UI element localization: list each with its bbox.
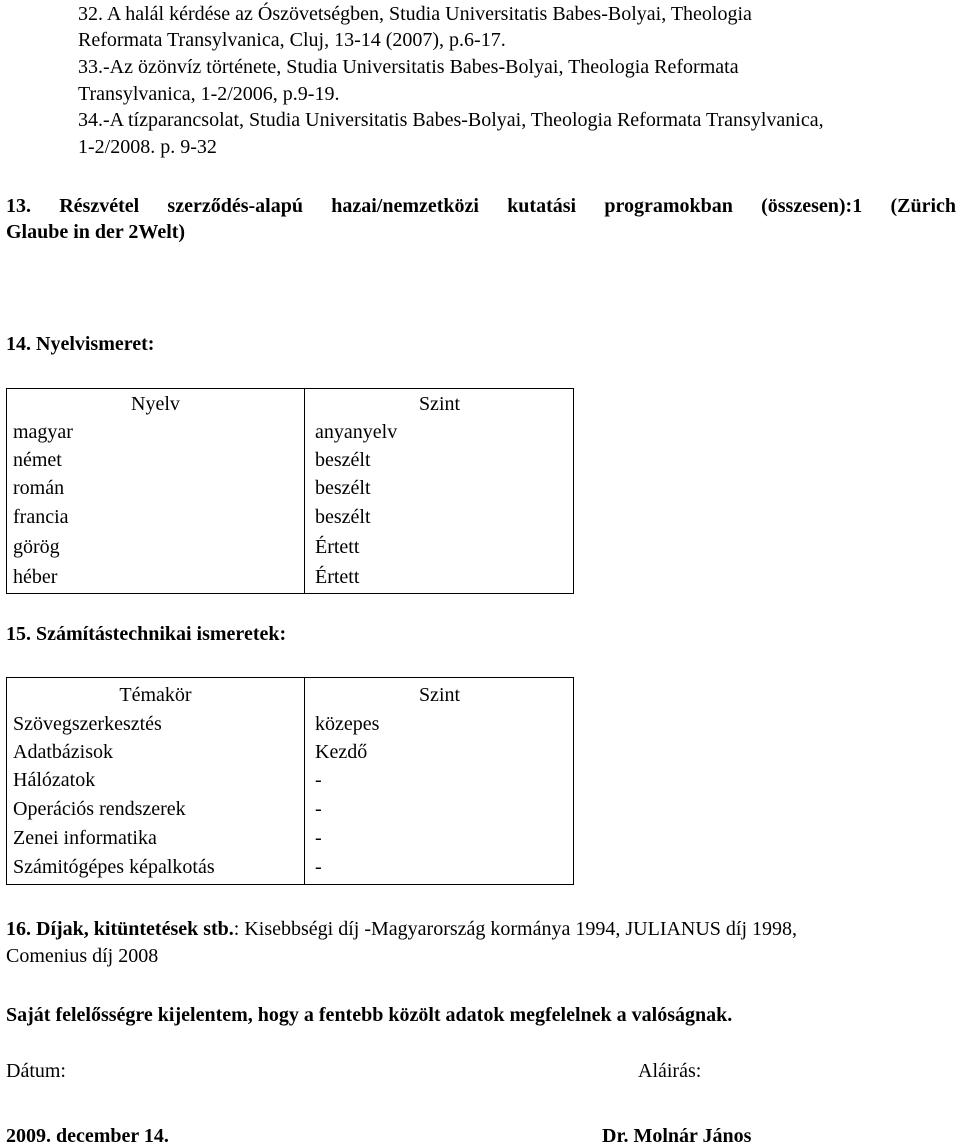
level-cell: - bbox=[315, 798, 322, 820]
language-table bbox=[6, 388, 574, 594]
language-cell: német bbox=[13, 449, 62, 471]
topic-cell: Zenei informatika bbox=[13, 827, 157, 849]
language-cell: román bbox=[13, 477, 65, 499]
level-cell: Kezdő bbox=[315, 741, 368, 763]
topic-cell: Számitógépes képalkotás bbox=[13, 856, 215, 878]
publication-34-line2: 1-2/2008. p. 9-32 bbox=[78, 136, 217, 158]
section-13-line2: Glaube in der 2Welt) bbox=[6, 221, 186, 243]
signature-label: Aláirás: bbox=[638, 1060, 702, 1082]
date-label: Dátum: bbox=[6, 1060, 66, 1082]
level-column-header: Szint bbox=[418, 393, 461, 415]
section-14-heading: 14. Nyelvismeret: bbox=[6, 333, 155, 355]
section-16-label: 16. Díjak, kitüntetések stb. bbox=[6, 918, 234, 940]
level-cell: beszélt bbox=[315, 506, 371, 528]
language-cell: görög bbox=[13, 536, 60, 558]
topic-column-header: Témakör bbox=[119, 684, 192, 706]
topic-cell: Operációs rendszerek bbox=[13, 798, 186, 820]
language-cell: héber bbox=[13, 566, 58, 588]
language-cell: francia bbox=[13, 506, 69, 528]
level-cell: - bbox=[315, 856, 322, 878]
topic-cell: Szövegszerkesztés bbox=[13, 713, 162, 735]
level-cell: beszélt bbox=[315, 449, 371, 471]
level-column-header: Szint bbox=[418, 684, 461, 706]
section-16-line1 bbox=[6, 917, 797, 941]
declaration-statement: Saját felelősségre kijelentem, hogy a fentebb közölt adatok megfelelnek a valóságnak. bbox=[6, 1004, 733, 1026]
table-divider bbox=[304, 389, 305, 593]
it-skills-table bbox=[6, 677, 574, 885]
level-cell: közepes bbox=[315, 713, 380, 735]
publication-34-line1: 34.-A tízparancsolat, Studia Universitatis Babes-Bolyai, Theologia Reformata Transylvanica, bbox=[78, 109, 824, 131]
table-divider bbox=[304, 678, 305, 884]
publication-33-line1: 33.-Az özönvíz története, Studia Universitatis Babes-Bolyai, Theologia Reformata bbox=[78, 56, 739, 78]
signer-name: Dr. Molnár János bbox=[602, 1125, 752, 1147]
publication-32-line1: 32. A halál kérdése az Ószövetségben, Studia Universitatis Babes-Bolyai, Theologia bbox=[78, 3, 752, 25]
section-15-heading: 15. Számítástechnikai ismeretek: bbox=[6, 623, 287, 645]
publication-32-line2: Reformata Transylvanica, Cluj, 13-14 (2007), p.6-17. bbox=[78, 29, 506, 51]
level-cell: Értett bbox=[315, 566, 360, 588]
topic-cell: Adatbázisok bbox=[13, 741, 113, 763]
date-value: 2009. december 14. bbox=[6, 1125, 169, 1147]
level-cell: - bbox=[315, 827, 322, 849]
language-cell: magyar bbox=[13, 421, 73, 443]
section-16-line2: Comenius díj 2008 bbox=[6, 945, 159, 967]
level-cell: - bbox=[315, 769, 322, 791]
section-16-text: : Kisebbségi díj -Magyarország kormánya 1994, JULIANUS díj 1998, bbox=[233, 918, 798, 940]
topic-cell: Hálózatok bbox=[13, 769, 96, 791]
publication-33-line2: Transylvanica, 1-2/2006, p.9-19. bbox=[78, 83, 340, 105]
level-cell: beszélt bbox=[315, 477, 371, 499]
language-column-header: Nyelv bbox=[131, 393, 180, 415]
section-13-line1: 13. Részvétel szerződés-alapú hazai/nemzetközi kutatási programokban (összesen):1 (Zürich bbox=[6, 195, 956, 217]
level-cell: anyanyelv bbox=[315, 421, 398, 443]
level-cell: Értett bbox=[315, 536, 360, 558]
